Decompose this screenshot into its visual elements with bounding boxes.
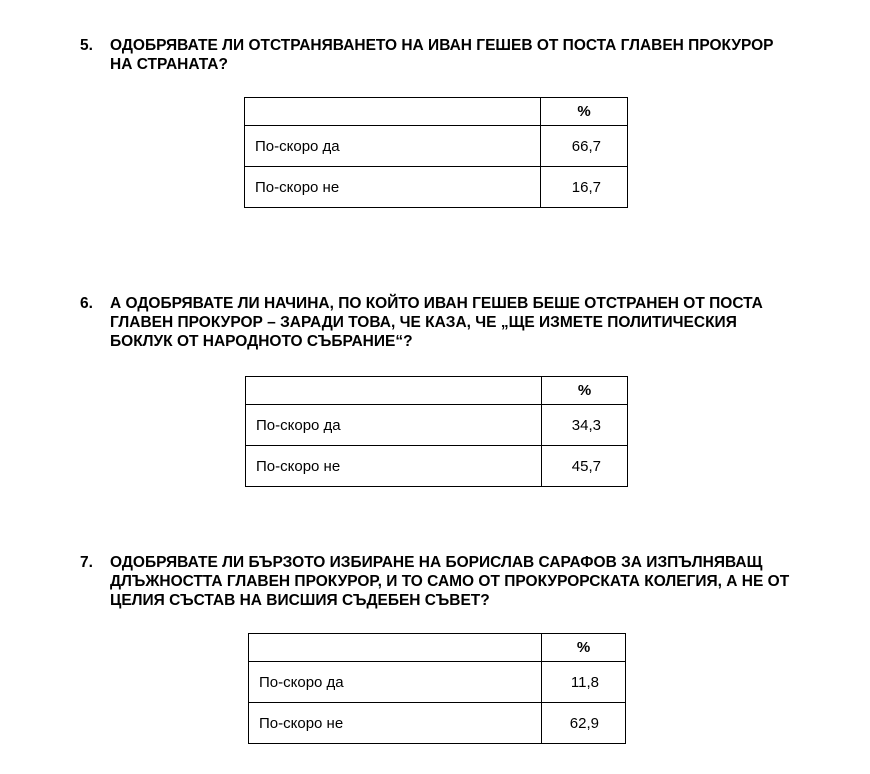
- question-text: ОДОБРЯВАТЕ ЛИ БЪРЗОТО ИЗБИРАНЕ НА БОРИСЛАВ САРАФОВ ЗА ИЗПЪЛНЯВАЩ ДЛЪЖНОСТТА ГЛАВЕН ПРОКУРОР, И ТО САМО ОТ ПРОКУРОРСКАТА КОЛЕГИЯ, А НЕ ОТ ЦЕЛИЯ СЪСТАВ НА ВИСШИЯ СЪДЕБЕН СЪВЕТ?: [110, 554, 790, 609]
- answer-label: По-скоро да: [246, 405, 542, 446]
- answer-label: По-скоро не: [246, 446, 542, 487]
- answer-label: По-скоро да: [245, 126, 541, 167]
- percent-column-header: %: [542, 634, 626, 662]
- answer-value: 62,9: [542, 703, 626, 744]
- table-header-row: [245, 98, 628, 126]
- table-row: [245, 167, 628, 208]
- table-row: [249, 662, 626, 703]
- question-number: 7.: [80, 554, 93, 571]
- table-row: [246, 405, 628, 446]
- answer-label: По-скоро не: [249, 703, 542, 744]
- answer-value: 11,8: [542, 662, 626, 703]
- percent-column-header: %: [541, 98, 628, 126]
- header-empty-cell: [246, 377, 542, 405]
- results-table-5: [244, 97, 628, 208]
- table-row: [245, 126, 628, 167]
- table-header-row: [246, 377, 628, 405]
- percent-column-header: %: [542, 377, 628, 405]
- question-number: 6.: [80, 295, 93, 312]
- answer-label: По-скоро да: [249, 662, 542, 703]
- header-empty-cell: [245, 98, 541, 126]
- table-header-row: [249, 634, 626, 662]
- answer-value: 16,7: [541, 167, 628, 208]
- table-row: [249, 703, 626, 744]
- answer-value: 66,7: [541, 126, 628, 167]
- table-row: [246, 446, 628, 487]
- question-number: 5.: [80, 37, 93, 54]
- answer-label: По-скоро не: [245, 167, 541, 208]
- question-6: [80, 294, 840, 354]
- results-table-6: [245, 376, 628, 487]
- header-empty-cell: [249, 634, 542, 662]
- question-7: [80, 553, 840, 613]
- answer-value: 45,7: [542, 446, 628, 487]
- question-5: [80, 36, 840, 76]
- results-table-7: [248, 633, 626, 744]
- question-text: ОДОБРЯВАТЕ ЛИ ОТСТРАНЯВАНЕТО НА ИВАН ГЕШЕВ ОТ ПОСТА ГЛАВЕН ПРОКУРОР НА СТРАНАТА?: [110, 37, 774, 73]
- answer-value: 34,3: [542, 405, 628, 446]
- question-text: А ОДОБРЯВАТЕ ЛИ НАЧИНА, ПО КОЙТО ИВАН ГЕШЕВ БЕШЕ ОТСТРАНЕН ОТ ПОСТА ГЛАВЕН ПРОКУРОР – ЗАРАДИ ТОВА, ЧЕ КАЗА, ЧЕ „ЩЕ ИЗМЕТЕ ПОЛИТИЧЕСКИЯ БОКЛУК ОТ НАРОДНОТО СЪБРАНИЕ“?: [110, 295, 763, 350]
